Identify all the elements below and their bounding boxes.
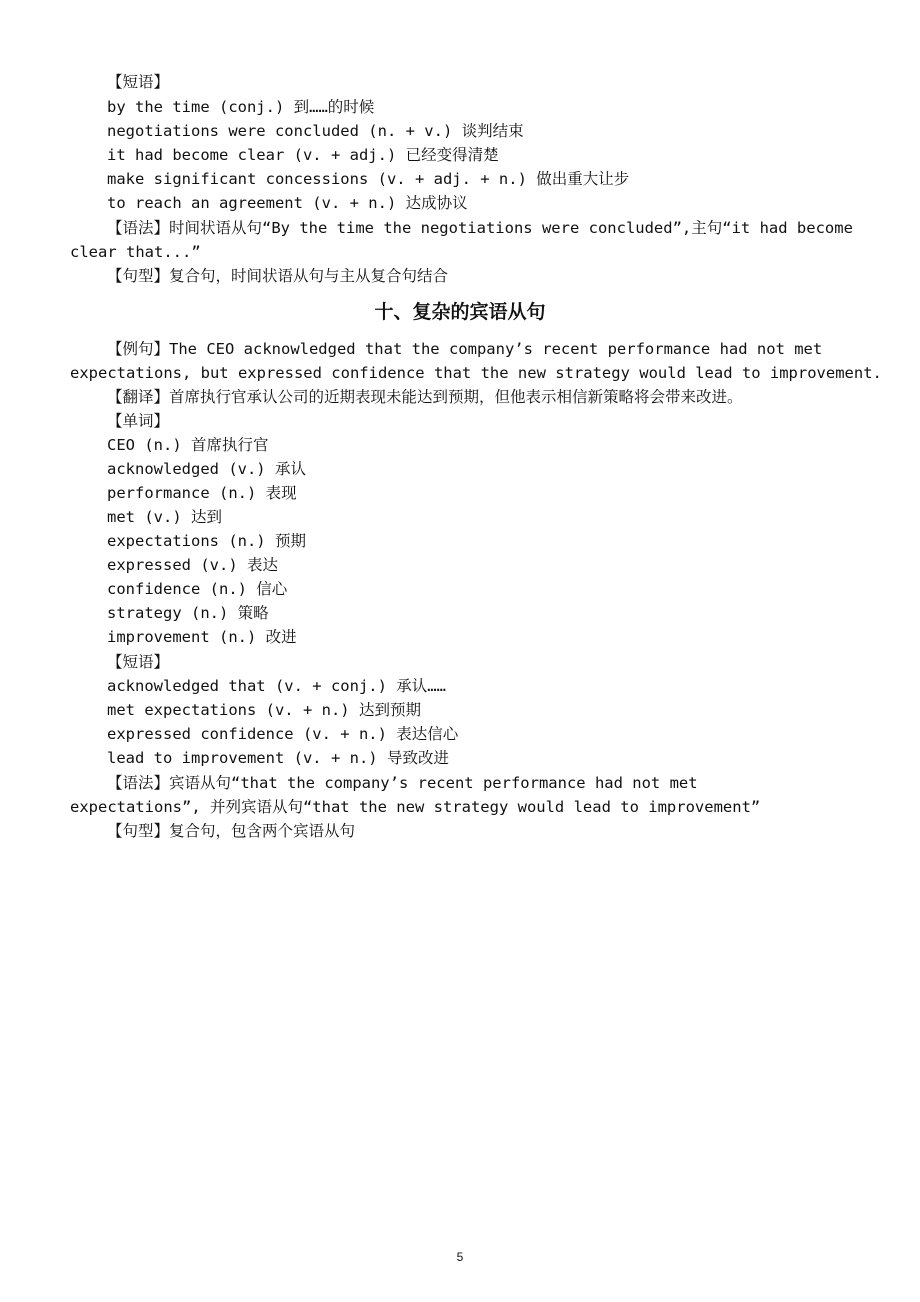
word-item: confidence (n.) 信心 — [107, 580, 288, 598]
phrase-item: lead to improvement (v. + n.) 导致改进 — [107, 749, 449, 767]
word-item: improvement (n.) 改进 — [107, 628, 297, 646]
grammar-note: 【语法】宾语从句“that the company’s recent performance had not met — [107, 774, 698, 792]
sentence-pattern: 【句型】复合句，包含两个宾语从句 — [107, 822, 356, 840]
phrase-item: make significant concessions (v. + adj. + n.) 做出重大让步 — [107, 170, 630, 188]
word-item: expressed (v.) 表达 — [107, 556, 278, 574]
phrases-label: 【短语】 — [107, 653, 170, 671]
word-item: strategy (n.) 策略 — [107, 604, 269, 622]
grammar-note: 【语法】时间状语从句“By the time the negotiations were concluded”,主句“it had become — [107, 219, 853, 237]
page-number: 5 — [456, 1250, 464, 1264]
phrase-item: negotiations were concluded (n. + v.) 谈判结束 — [107, 122, 524, 140]
example-sentence-continued: expectations, but expressed confidence that the new strategy would lead to improvement. — [70, 364, 882, 382]
section-heading: 十、复杂的宾语从句 — [374, 301, 546, 323]
words-label: 【单词】 — [107, 412, 170, 430]
phrase-item: it had become clear (v. + adj.) 已经变得清楚 — [107, 146, 499, 164]
phrase-item: to reach an agreement (v. + n.) 达成协议 — [107, 194, 468, 212]
sentence-pattern: 【句型】复合句，时间状语从句与主从复合句结合 — [107, 267, 449, 285]
phrase-item: expressed confidence (v. + n.) 表达信心 — [107, 725, 459, 743]
translation: 【翻译】首席执行官承认公司的近期表现未能达到预期，但他表示相信新策略将会带来改进。 — [107, 388, 743, 406]
word-item: acknowledged (v.) 承认 — [107, 460, 306, 478]
word-item: performance (n.) 表现 — [107, 484, 297, 502]
phrase-item: by the time (conj.) 到……的时候 — [107, 98, 375, 116]
grammar-note-continued: expectations”, 并列宾语从句“that the new strategy would lead to improvement” — [70, 798, 761, 816]
word-item: expectations (n.) 预期 — [107, 532, 306, 550]
phrases-label: 【短语】 — [107, 73, 170, 91]
word-item: CEO (n.) 首席执行官 — [107, 436, 269, 454]
phrase-item: acknowledged that (v. + conj.) 承认…… — [107, 677, 446, 695]
phrase-item: met expectations (v. + n.) 达到预期 — [107, 701, 421, 719]
word-item: met (v.) 达到 — [107, 508, 222, 526]
example-sentence: 【例句】The CEO acknowledged that the company’s recent performance had not met — [107, 340, 823, 358]
grammar-note-continued: clear that...” — [70, 243, 201, 261]
